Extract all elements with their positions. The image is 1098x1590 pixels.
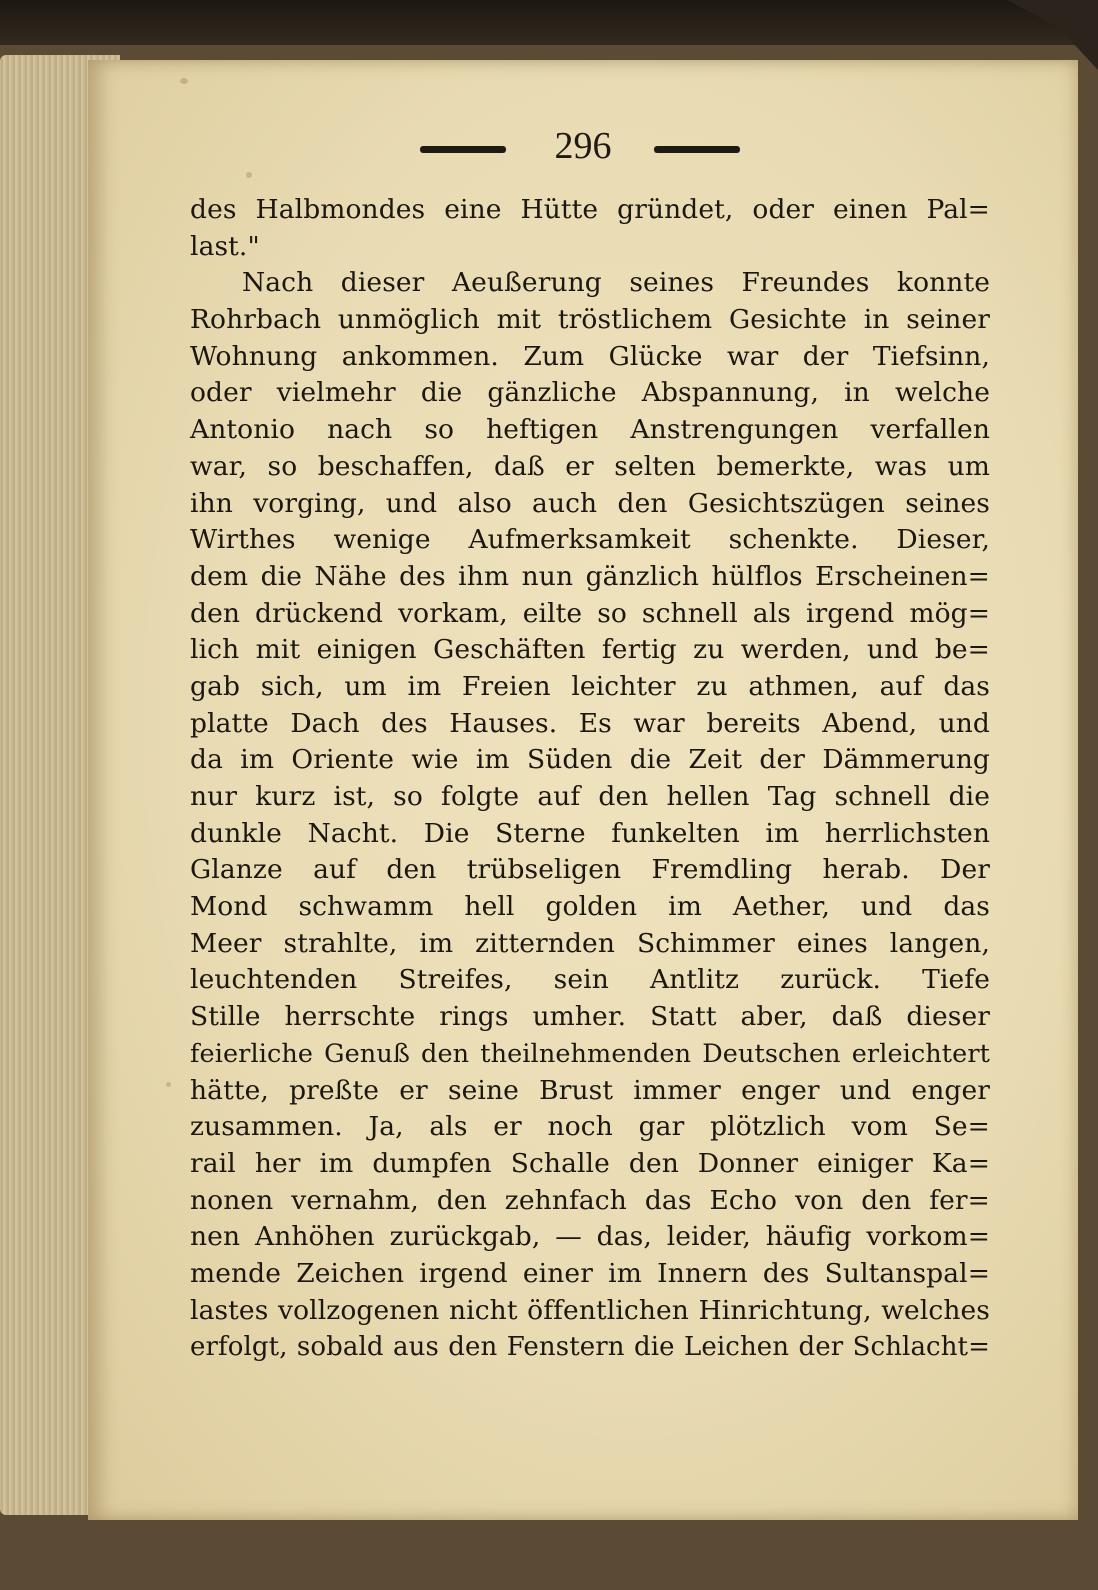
text-line: Mond schwamm hell golden im Aether, und das xyxy=(190,891,990,923)
page-number: 296 xyxy=(554,125,612,167)
text-line: Wohnung ankommen. Zum Glücke war der Tiefsinn, xyxy=(190,340,990,372)
text-line: Glanze auf den trübseligen Fremdling herab. Der xyxy=(190,854,990,886)
text-line: gab sich, um im Freien leichter zu athmen, auf das xyxy=(190,670,990,702)
text-line: lich mit einigen Geschäften fertig zu werden, und be= xyxy=(190,634,990,666)
text-line: nur kurz ist, so folgte auf den hellen Tag schnell die xyxy=(190,781,990,812)
body-text xyxy=(190,192,990,1366)
paper-spot xyxy=(180,78,188,84)
text-line: rail her im dumpfen Schalle den Donner einiger Ka= xyxy=(190,1147,990,1179)
header-rule-right xyxy=(654,146,740,153)
text-line: da im Oriente wie im Süden die Zeit der Dämmerung xyxy=(190,744,990,776)
text-line: oder vielmehr die gänzliche Abspannung, in welche xyxy=(190,377,990,409)
text-line: Nach dieser Aeußerung seines Freundes konnte xyxy=(242,267,990,299)
text-line: war, so beschaffen, daß er selten bemerkte, was um xyxy=(190,450,990,482)
text-line: dem die Nähe des ihm nun gänzlich hülflos Erscheinen= xyxy=(190,560,990,592)
text-line: lastes vollzogenen nicht öffentlichen Hinrichtung, welches xyxy=(190,1294,990,1326)
text-line: Wirthes wenige Aufmerksamkeit schenkte. Dieser, xyxy=(190,524,990,556)
text-line: hätte, preßte er seine Brust immer enger und enger xyxy=(190,1074,990,1106)
text-line: dunkle Nacht. Die Sterne funkelten im herrlichsten xyxy=(190,817,990,849)
text-line: Rohrbach unmöglich mit tröstlichem Gesichte in seiner xyxy=(190,304,990,336)
text-line: Stille herrschte rings umher. Statt aber, daß dieser xyxy=(190,1001,990,1033)
text-line: nen Anhöhen zurückgab, — das, leider, häufig vorkom= xyxy=(190,1221,990,1253)
text-line: des Halbmondes eine Hütte gründet, oder einen Pal= xyxy=(190,194,990,225)
text-line: erfolgt, sobald aus den Fenstern die Leichen der Schlacht= xyxy=(190,1332,990,1363)
text-line: platte Dach des Hauses. Es war bereits Abend, und xyxy=(190,707,990,739)
text-line: den drückend vorkam, eilte so schnell als irgend mög= xyxy=(190,597,990,629)
text-line: nonen vernahm, den zehnfach das Echo von den fer= xyxy=(190,1184,990,1216)
header-rule-left xyxy=(420,146,506,153)
page-header xyxy=(88,118,1078,178)
text-line: zusammen. Ja, als er noch gar plötzlich vom Se= xyxy=(190,1111,990,1143)
text-line: feierliche Genuß den theilnehmenden Deutschen erleichtert xyxy=(190,1038,990,1069)
paper-spot xyxy=(166,1082,171,1087)
text-line: leuchtenden Streifes, sein Antlitz zurück. Tiefe xyxy=(190,964,990,996)
text-line: mende Zeichen irgend einer im Innern des Sultanspal= xyxy=(190,1257,990,1289)
text-line: Meer strahlte, im zitternden Schimmer eines langen, xyxy=(190,927,990,959)
text-line: last." xyxy=(190,230,260,262)
text-line: Antonio nach so heftigen Anstrengungen verfallen xyxy=(190,414,990,446)
text-line: ihn vorging, und also auch den Gesichtszügen seines xyxy=(190,487,990,519)
